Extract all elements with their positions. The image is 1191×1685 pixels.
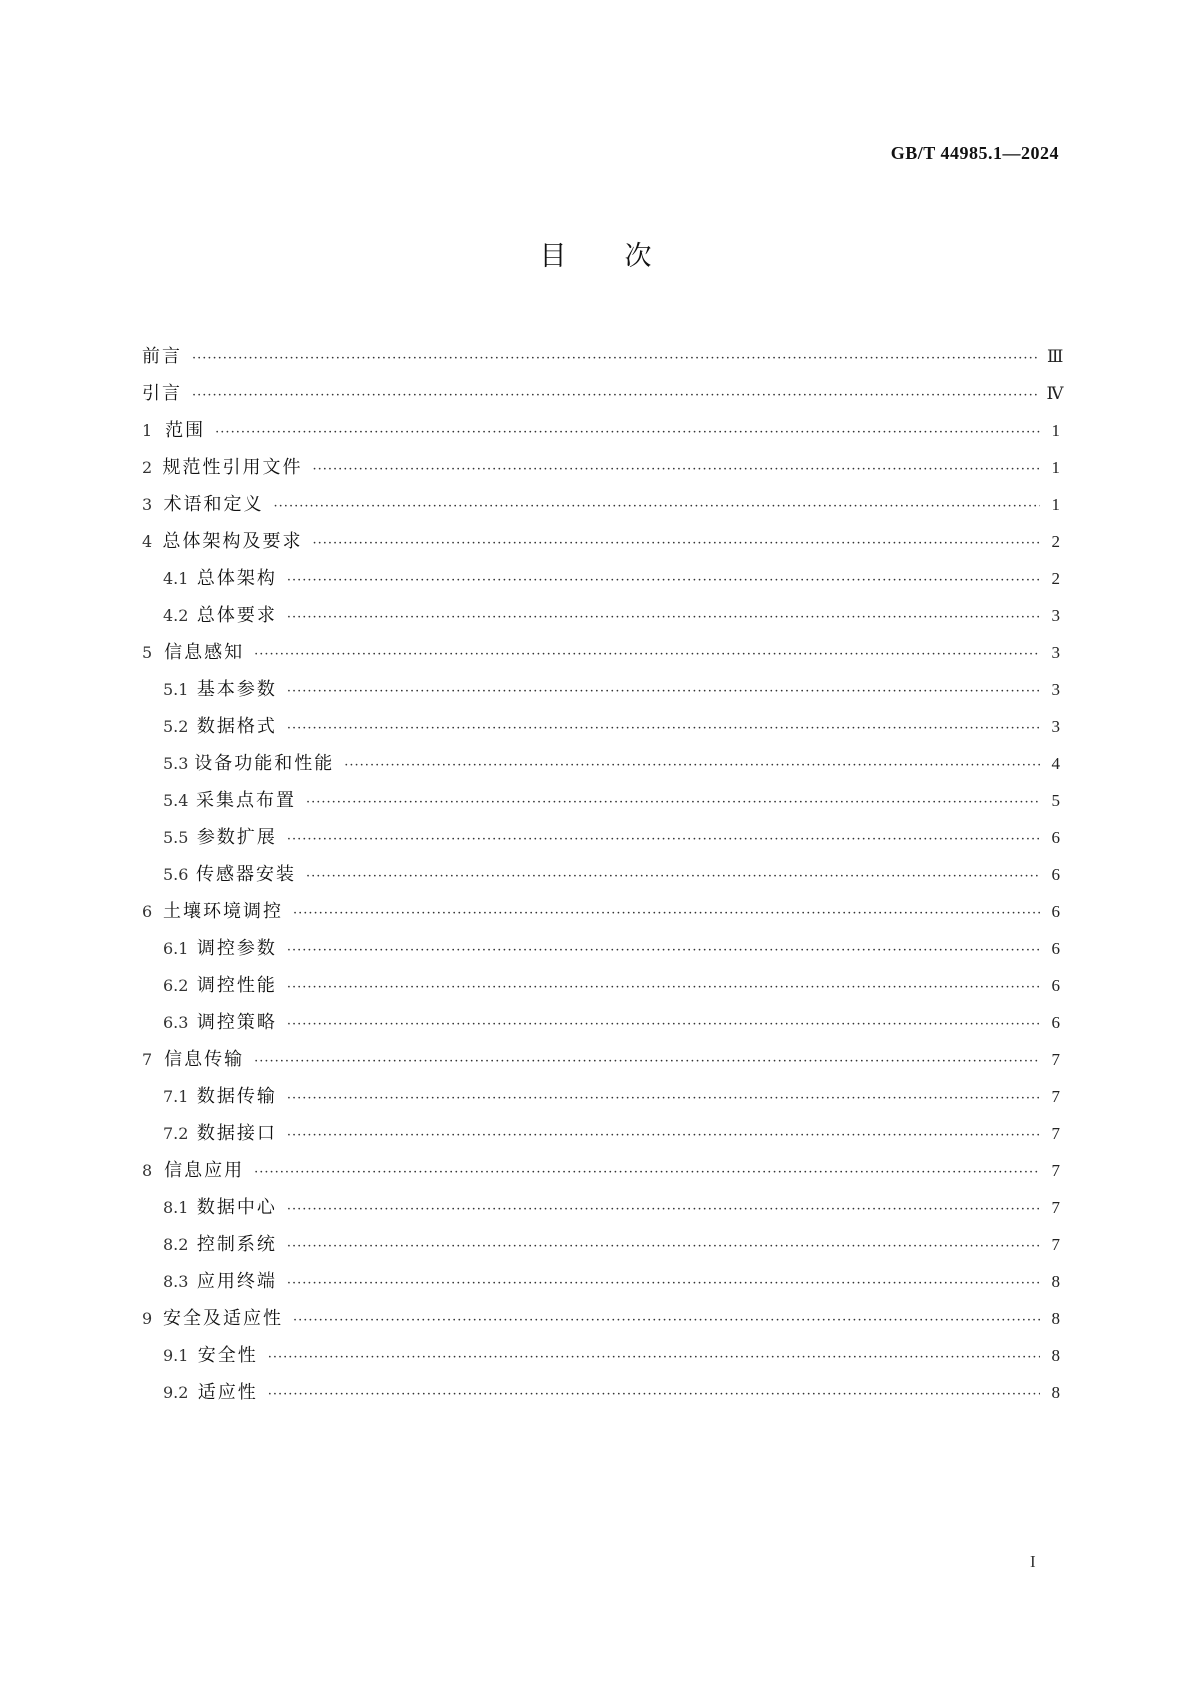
toc-entry-title: 安全性 [197,1345,258,1366]
toc-entry-number: 5.4 [163,791,189,810]
toc-entry-page: 7 [1051,1235,1060,1254]
toc-entry-number: 7 [142,1050,153,1069]
toc-entry[interactable] [142,856,1060,893]
toc-entry-title: 控制系统 [196,1234,277,1255]
toc-entry-page: 3 [1051,606,1060,625]
toc-entry-number: 6 [142,902,153,921]
toc-dot-leader [254,1154,1040,1191]
toc-entry-number: 9 [142,1309,153,1328]
toc-entry-title: 前言 [142,346,182,367]
toc-entry[interactable] [142,560,1060,597]
toc-entry[interactable] [142,708,1060,745]
toc-entry-number: 9.1 [163,1346,189,1365]
toc-entry-title: 安全及适应性 [163,1308,283,1329]
toc-entry-page: 7 [1051,1161,1060,1180]
toc-dot-leader [287,599,1040,636]
toc-entry-page: 5 [1051,791,1060,810]
toc-entry[interactable] [142,1189,1060,1226]
toc-entry-title: 信息感知 [164,642,245,663]
toc-dot-leader [306,784,1040,821]
toc-entry[interactable] [142,449,1060,486]
toc-entry-page: 3 [1051,643,1060,662]
toc-entry-number: 7.1 [163,1087,189,1106]
toc-dot-leader [287,969,1040,1006]
page-number: I [1030,1552,1036,1571]
toc-entry-page: 3 [1051,717,1060,736]
toc-dot-leader [344,747,1040,784]
toc-title: 目次 [539,241,710,272]
toc-dot-leader [287,1080,1040,1117]
toc-entry[interactable] [142,745,1060,782]
toc-entry-number: 6.3 [163,1013,189,1032]
toc-dot-leader [274,488,1040,525]
toc-entry-page: 7 [1051,1124,1060,1143]
toc-entry-title: 总体要求 [196,605,277,626]
toc-entry-number: 5 [142,643,153,662]
toc-dot-leader [287,932,1040,969]
toc-dot-leader [312,525,1040,562]
toc-entry-title: 数据接口 [196,1123,277,1144]
toc-entry-page: 8 [1051,1346,1060,1365]
toc-dot-leader [192,340,1039,377]
toc-entry-number: 7.2 [163,1124,189,1143]
toc-entry[interactable] [142,1226,1060,1263]
toc-entry-title: 基本参数 [196,679,277,700]
toc-dot-leader [254,636,1040,673]
toc-entry[interactable] [142,1078,1060,1115]
toc-entry[interactable] [142,782,1060,819]
toc-entry-title: 总体架构 [196,568,277,589]
standard-code: GB/T 44985.1—2024 [890,143,1059,163]
toc-dot-leader [287,1191,1040,1228]
toc-dot-leader [268,1339,1040,1376]
toc-dot-leader [287,562,1040,599]
toc-entry-number: 2 [142,458,153,477]
toc-entry-number: 1 [142,421,153,440]
toc-dot-leader [287,1228,1040,1265]
toc-entry-title: 调控性能 [196,975,277,996]
toc-dot-leader [268,1376,1040,1413]
toc-dot-leader [287,821,1040,858]
toc-entry-page: 6 [1051,902,1060,921]
toc-entry[interactable] [142,893,1060,930]
toc-entry-title: 设备功能和性能 [194,753,335,774]
toc-entry[interactable] [142,930,1060,967]
toc-entry-title: 数据中心 [196,1197,277,1218]
toc-entry[interactable] [142,375,1064,412]
toc-entry-number: 5.5 [163,828,189,847]
toc-entry[interactable] [142,634,1060,671]
toc-entry-page: 1 [1051,458,1060,477]
toc-list [142,338,1064,1411]
toc-entry-number: 6.2 [163,976,189,995]
toc-entry-page: 1 [1051,421,1060,440]
toc-dot-leader [293,895,1040,932]
toc-dot-leader [306,858,1040,895]
toc-entry-title: 总体架构及要求 [162,531,303,552]
toc-entry-title: 调控参数 [196,938,277,959]
toc-entry[interactable] [142,1152,1060,1189]
toc-dot-leader [287,673,1040,710]
toc-entry-page: 2 [1051,532,1060,551]
toc-entry-title: 适应性 [197,1382,258,1403]
toc-entry[interactable] [142,1004,1060,1041]
toc-entry-number: 3 [142,495,153,514]
toc-entry-page: 8 [1051,1309,1060,1328]
toc-entry-page: 6 [1051,865,1060,884]
toc-dot-leader [312,451,1040,488]
toc-entry-page: 7 [1051,1198,1060,1217]
toc-entry[interactable] [142,967,1060,1004]
toc-entry-title: 术语和定义 [163,494,264,515]
toc-dot-leader [287,1006,1040,1043]
toc-entry-number: 8.2 [163,1235,189,1254]
toc-entry-page: 6 [1051,976,1060,995]
toc-entry[interactable] [142,486,1060,523]
toc-entry-number: 5.2 [163,717,189,736]
toc-entry-number: 9.2 [163,1383,189,1402]
toc-entry[interactable] [142,1300,1060,1337]
toc-entry-number: 6.1 [163,939,189,958]
toc-entry-page: 6 [1051,828,1060,847]
toc-entry[interactable] [142,1263,1060,1300]
toc-entry-title: 调控策略 [196,1012,277,1033]
toc-entry-page: 7 [1051,1050,1060,1069]
toc-entry-title: 范围 [165,420,206,441]
toc-entry-title: 参数扩展 [196,827,277,848]
toc-entry-page: Ⅳ [1046,384,1064,403]
toc-entry-number: 5.6 [163,865,189,884]
toc-entry-number: 5.3 [163,754,189,773]
toc-entry-page: 1 [1051,495,1060,514]
toc-entry-page: 8 [1051,1272,1060,1291]
toc-entry-number: 5.1 [163,680,189,699]
toc-entry-title: 传感器安装 [196,864,296,885]
toc-dot-leader [293,1302,1040,1339]
toc-entry[interactable] [142,819,1060,856]
toc-entry[interactable] [142,338,1064,375]
toc-entry-page: 8 [1051,1383,1060,1402]
toc-entry-title: 采集点布置 [196,790,296,811]
toc-entry-page: 6 [1051,939,1060,958]
toc-entry-title: 应用终端 [196,1271,277,1292]
toc-entry-page: 2 [1051,569,1060,588]
toc-entry-title: 引言 [142,383,182,404]
toc-entry-number: 4.1 [163,569,189,588]
toc-entry[interactable] [142,1115,1060,1152]
toc-entry-number: 8.1 [163,1198,189,1217]
toc-entry-page: 3 [1051,680,1060,699]
toc-dot-leader [254,1043,1040,1080]
toc-entry-page: 7 [1051,1087,1060,1106]
toc-entry-page: 6 [1051,1013,1060,1032]
toc-entry-number: 4 [142,532,153,551]
toc-entry-page: 4 [1051,754,1060,773]
toc-entry[interactable] [142,597,1060,634]
toc-dot-leader [287,710,1040,747]
toc-entry[interactable] [142,671,1060,708]
toc-entry-title: 信息应用 [164,1160,245,1181]
toc-entry[interactable] [142,412,1060,449]
toc-dot-leader [287,1265,1040,1302]
toc-entry-number: 8.3 [163,1272,189,1291]
toc-dot-leader [192,377,1039,414]
toc-entry[interactable] [142,1041,1060,1078]
toc-entry-title: 土壤环境调控 [163,901,283,922]
toc-entry[interactable] [142,523,1060,560]
toc-entry[interactable] [142,1337,1060,1374]
toc-dot-leader [215,414,1040,451]
toc-entry[interactable] [142,1374,1060,1411]
toc-entry-number: 8 [142,1161,153,1180]
toc-entry-title: 数据格式 [196,716,277,737]
toc-entry-number: 4.2 [163,606,189,625]
toc-entry-title: 数据传输 [196,1086,277,1107]
toc-entry-title: 信息传输 [164,1049,245,1070]
toc-entry-title: 规范性引用文件 [162,457,303,478]
toc-entry-page: Ⅲ [1046,347,1064,366]
toc-dot-leader [287,1117,1040,1154]
